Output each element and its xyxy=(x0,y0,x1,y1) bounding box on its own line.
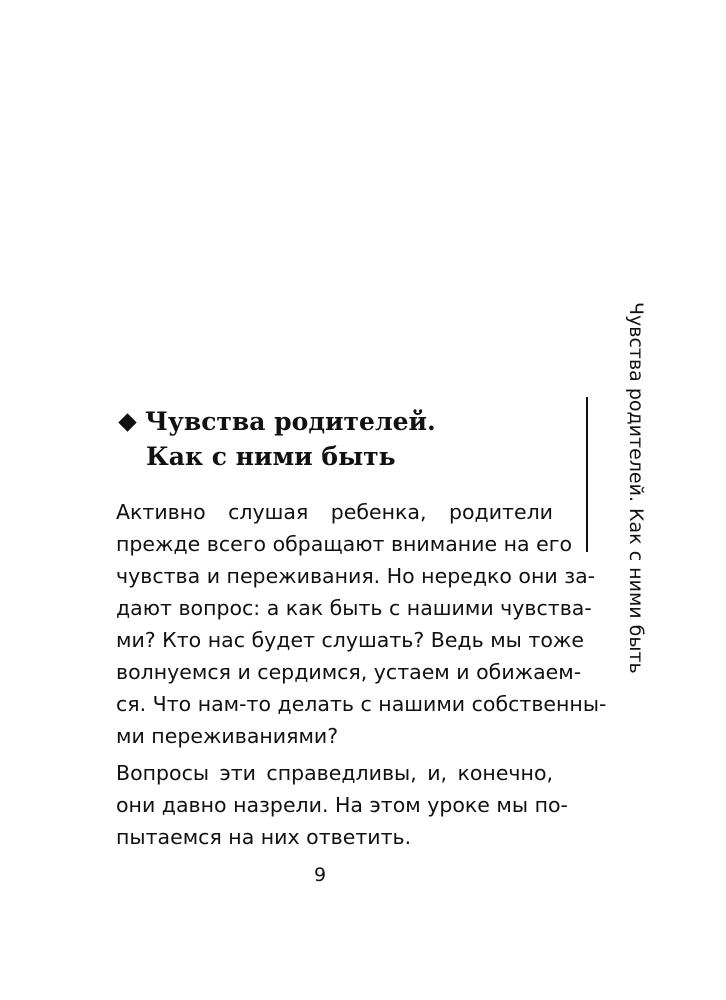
text-line: они давно назрели. На этом уроке мы по- xyxy=(116,793,568,817)
diamond-bullet-icon xyxy=(118,413,136,431)
text-line: волнуемся и сердимся, устаем и обижаем- xyxy=(116,660,582,684)
text-line: прежде всего обращают внимание на его xyxy=(116,532,573,556)
heading-line-1 xyxy=(119,404,559,439)
text-line: ми? Кто нас будет слушать? Ведь мы тоже xyxy=(116,628,584,652)
heading-text-1: Чувства родителей. xyxy=(145,407,436,436)
text-line: пытаемся на них ответить. xyxy=(116,825,412,849)
section-heading xyxy=(119,404,559,474)
page-number: 9 xyxy=(313,864,327,886)
running-head-text: Чувства родителей. Как с ними быть xyxy=(625,302,647,674)
paragraph-1 xyxy=(116,496,607,752)
text-line: дают вопрос: а как быть с нашими чувства- xyxy=(116,596,592,620)
text-line: ся. Что нам-то делать с нашими собственны- xyxy=(116,692,607,716)
text-line: Вопросы эти справедливы, и, конечно, xyxy=(116,761,553,785)
running-head-rule xyxy=(586,397,588,552)
running-head xyxy=(608,302,652,674)
paragraph-2 xyxy=(116,757,568,853)
text-line: Активно слушая ребенка, родители xyxy=(116,500,553,524)
text-line: ми переживаниями? xyxy=(116,724,339,748)
heading-line-2: Как с ними быть xyxy=(146,442,396,471)
text-line: чувства и переживания. Но нередко они за- xyxy=(116,564,596,588)
body-text xyxy=(116,496,607,853)
